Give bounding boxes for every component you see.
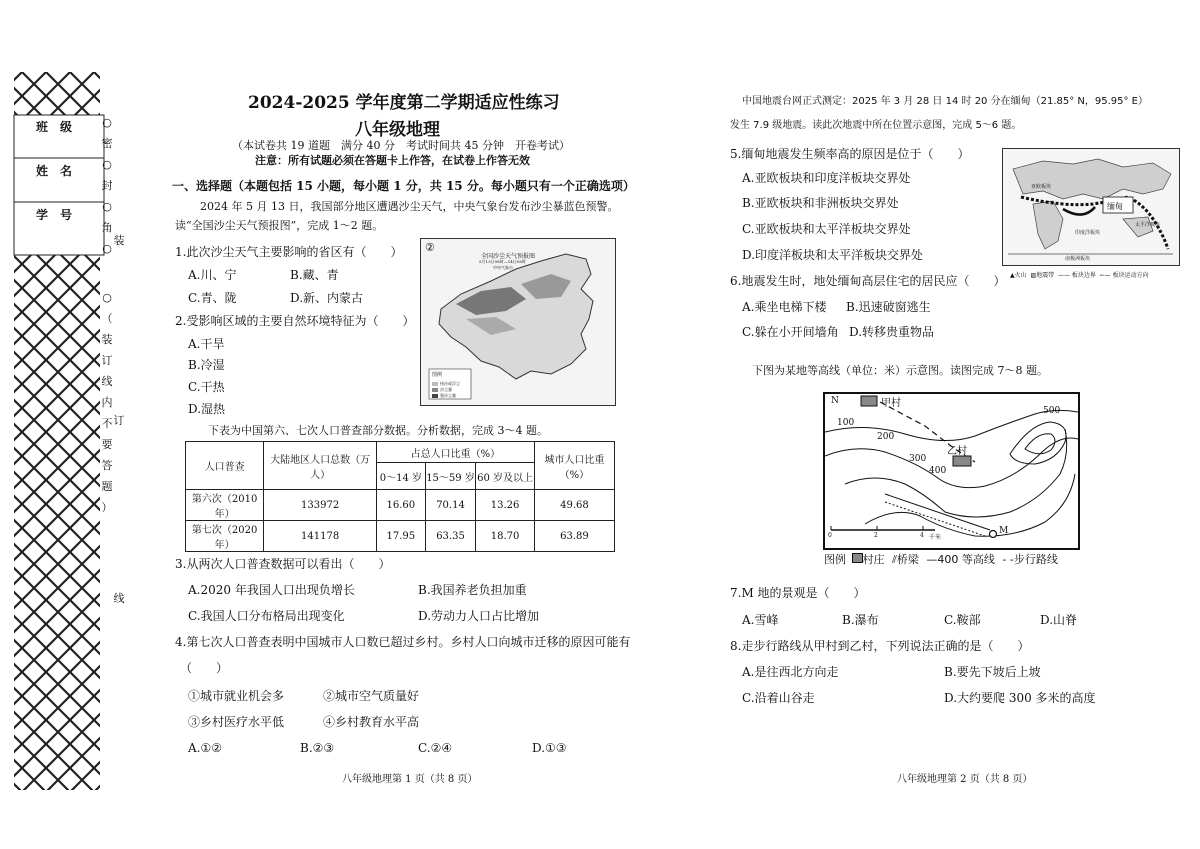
label-myanmar: 缅甸 [1107, 202, 1123, 211]
intro-quake: 中国地震台网正式测定：2025 年 3 月 28 日 14 时 20 分在缅甸（21.85° N，95.95° E） [742, 96, 1149, 107]
contour-label-100: 100 [837, 418, 855, 428]
cell: 49.68 [534, 490, 614, 521]
th-age-2: 60 岁及以上 [476, 463, 535, 490]
label-pacific: 太平洋板块 [1135, 222, 1161, 228]
world-plate-graphic [1003, 149, 1179, 265]
footer-page-2: 八年级地理第 2 页（共 8 页） [897, 774, 1033, 785]
cell: 133972 [264, 490, 377, 521]
q5-option-d[interactable]: D.印度洋板块和太平洋板块交界处 [742, 248, 924, 262]
intro-dust-2: 读“全国沙尘天气预报图”，完成 1～2 题。 [175, 219, 384, 232]
legend-quake-zone: ▨地震带 [1030, 272, 1055, 279]
th-share: 占总人口比重（%） [377, 442, 535, 463]
seal-char: 不 [101, 417, 113, 430]
q4-stem: 4.第七次人口普查表明中国城市人口数已超过乡村。乡村人口向城市迁移的原因可能有 [175, 635, 631, 649]
seal-char: 订 [101, 354, 113, 367]
cell: 63.89 [534, 521, 614, 552]
q4-item-4: ④乡村教育水平高 [323, 715, 420, 729]
contour-label-400: 400 [929, 466, 947, 476]
plate-map-legend [1010, 270, 1149, 279]
seal-char: 密 [101, 137, 113, 150]
th-census: 人口普查 [186, 442, 264, 490]
outer-char-xian: 线 [113, 592, 125, 605]
seal-char: 题 [101, 480, 113, 493]
scale-0: 0 [828, 532, 832, 539]
q1-stem: 1.此次沙尘天气主要影响的省区有（ ） [175, 245, 403, 259]
q1-option-a[interactable]: A.川、宁 [188, 268, 237, 282]
map-legend-title: 图例 [432, 372, 443, 378]
map-title: 全国沙尘天气预报图 [481, 253, 536, 260]
footer-page-1: 八年级地理第 1 页（共 8 页） [342, 774, 478, 785]
plate-boundary-map [1002, 148, 1180, 266]
th-total: 大陆地区人口总数（万人） [264, 442, 377, 490]
label-eurasian: 亚欧板块 [1031, 184, 1052, 190]
intro-census: 下表为中国第六、七次人口普查部分数据。分析数据，完成 3～4 题。 [208, 424, 548, 437]
th-age-1: 15～59 岁 [425, 463, 476, 490]
legend-motion: ←— 板块运动方向 [1099, 272, 1149, 279]
seal-char: 装 [101, 333, 113, 346]
map-legend-1: 扬沙或浮尘 [440, 381, 460, 386]
seal-char: ○ [102, 242, 112, 255]
q3-option-d[interactable]: D.劳动力人口占比增加 [418, 609, 540, 623]
outer-char-ding: 订 [113, 414, 125, 427]
q4-option-c[interactable]: C.②④ [418, 741, 453, 755]
seal-char: 答 [101, 459, 113, 472]
q4-item-2: ②城市空气质量好 [323, 689, 420, 703]
seal-char: ） [101, 501, 113, 514]
q2-option-c[interactable]: C.干热 [188, 380, 225, 394]
cell: 18.70 [476, 521, 535, 552]
q5-stem: 5.缅甸地震发生频率高的原因是位于（ ） [730, 147, 970, 161]
q2-option-a[interactable]: A.干旱 [188, 337, 225, 351]
seal-char: 要 [101, 438, 113, 451]
field-id-label: 学 号 [36, 208, 73, 222]
q8-option-c[interactable]: C.沿着山谷走 [742, 691, 815, 705]
legend-volcano: ▲火山 [1010, 272, 1027, 279]
intro-contour: 下图为某地等高线（单位：米）示意图。读图完成 7～8 题。 [752, 364, 1048, 377]
dust-forecast-map [420, 238, 616, 406]
q4-paren: （ ） [180, 661, 229, 675]
map-legend-2: 沙尘暴 [440, 387, 452, 392]
exam-title: 2024-2025 学年度第二学期适应性练习 [248, 93, 560, 113]
q6-option-c[interactable]: C.躲在小开间墙角 [742, 325, 839, 339]
table-row [186, 521, 615, 552]
cell: 16.60 [377, 490, 426, 521]
map-number: ② [425, 241, 435, 254]
notice: 注意：所有试题必须在答题卡上作答，在试卷上作答无效 [255, 154, 530, 167]
map-subtitle: 5月13日08时—14日08时 [479, 259, 526, 264]
section-heading: 一、选择题（本题包括 15 小题，每小题 1 分，共 15 分。每小题只有一个正确选项） [172, 179, 635, 193]
exam-info: （本试卷共 19 道题 满分 40 分 考试时间共 45 分钟 开卷考试） [232, 139, 570, 152]
q2-option-d[interactable]: D.湿热 [188, 402, 226, 416]
q4-option-d[interactable]: D.①③ [532, 741, 567, 755]
seal-char: ○ [102, 116, 112, 129]
label-indian: 印度洋板块 [1075, 230, 1101, 236]
q5-option-b[interactable]: B.亚欧板块和非洲板块交界处 [742, 196, 899, 210]
q6-option-a[interactable]: A.乘坐电梯下楼 [742, 300, 827, 314]
diamond-pattern [10, 72, 105, 792]
point-m: M [999, 526, 1009, 536]
subject-title: 八年级地理 [355, 120, 440, 140]
q7-option-a[interactable]: A.雪峰 [742, 613, 779, 627]
q4-option-a[interactable]: A.①② [188, 741, 222, 755]
q6-option-b[interactable]: B.迅速破窗逃生 [846, 300, 931, 314]
q4-item-1: ①城市就业机会多 [188, 689, 285, 703]
map-org: 中央气象台 [493, 265, 513, 270]
legend-village: 村庄 [862, 553, 885, 566]
seal-char: 封 [101, 179, 113, 192]
scale-unit: 千米 [929, 534, 942, 541]
seal-line [100, 112, 114, 518]
q8-option-d[interactable]: D.大约要爬 300 多米的高度 [944, 691, 1096, 705]
q3-option-c[interactable]: C.我国人口分布格局出现变化 [188, 609, 345, 623]
table-row [186, 490, 615, 521]
q1-option-c[interactable]: C.青、陇 [188, 291, 237, 305]
cell: 第六次（2010 年） [186, 490, 264, 521]
village-jia: 甲村 [881, 398, 901, 409]
q5-option-a[interactable]: A.亚欧板块和印度洋板块交界处 [742, 171, 911, 185]
th-age-0: 0～14 岁 [377, 463, 426, 490]
map-legend-3: 强沙尘暴 [440, 393, 456, 398]
seal-char: ○ [102, 158, 112, 171]
outer-char-zhuang: 装 [113, 234, 125, 247]
contour-label-500: 500 [1043, 406, 1061, 416]
seal-char: ○ [102, 200, 112, 213]
legend-boundary: —— 板块边界 [1057, 272, 1096, 279]
q1-option-b[interactable]: B.藏、青 [290, 268, 339, 282]
legend-title: 图例 [824, 553, 846, 566]
cell: 70.14 [425, 490, 476, 521]
cell: 13.26 [476, 490, 535, 521]
q6-option-d[interactable]: D.转移贵重物品 [849, 325, 935, 339]
seal-char: 内 [101, 396, 113, 409]
q3-stem: 3.从两次人口普查数据可以看出（ ） [175, 557, 391, 571]
legend-bridge: 桥梁 [896, 553, 919, 566]
q4-item-3: ③乡村医疗水平低 [188, 715, 285, 729]
q5-option-c[interactable]: C.亚欧板块和太平洋板块交界处 [742, 222, 911, 236]
q2-stem: 2.受影响区域的主要自然环境特征为（ ） [175, 314, 415, 328]
q3-option-b[interactable]: B.我国养老负担加重 [418, 583, 527, 597]
q7-stem: 7.M 地的景观是（ ） [730, 586, 866, 600]
cell: 141178 [264, 521, 377, 552]
intro-quake-2: 发生 7.9 级地震。读此次地震中所在位置示意图，完成 5～6 题。 [730, 120, 1022, 131]
cell: 第七次（2020 年） [186, 521, 264, 552]
contour-label-300: 300 [909, 454, 927, 464]
q8-stem: 8.走步行路线从甲村到乙村，下列说法正确的是（ ） [730, 639, 1030, 653]
field-name-label: 姓 名 [36, 164, 73, 178]
scale-2: 2 [874, 532, 878, 539]
legend-contour: 400 等高线 [937, 553, 995, 566]
legend-path: 步行路线 [1013, 553, 1058, 566]
q2-option-b[interactable]: B.冷湿 [188, 358, 225, 372]
seal-char: （ [101, 312, 113, 325]
village-yi: 乙村 [947, 446, 967, 457]
census-table [185, 441, 615, 552]
q8-option-b[interactable]: B.要先下坡后上坡 [944, 665, 1041, 679]
q7-option-c[interactable]: C.鞍部 [944, 613, 981, 627]
north-label: N [831, 396, 839, 406]
th-urban: 城市人口比重（%） [534, 442, 614, 490]
q3-option-a[interactable]: A.2020 年我国人口出现负增长 [188, 583, 355, 597]
cell: 17.95 [377, 521, 426, 552]
q4-option-b[interactable]: B.②③ [300, 741, 335, 755]
q6-stem: 6.地震发生时，地处缅甸高层住宅的居民应（ ） [730, 274, 1006, 288]
q7-option-b[interactable]: B.瀑布 [842, 613, 879, 627]
q1-option-d[interactable]: D.新、内蒙古 [290, 291, 364, 305]
field-class-label: 班 级 [36, 120, 73, 134]
intro-dust: 2024 年 5 月 13 日，我国部分地区遭遇沙尘天气，中央气象台发布沙尘暴蓝色预警。 [200, 200, 619, 213]
contour-map [823, 392, 1080, 550]
scale-4: 4 [920, 532, 924, 539]
contour-label-200: 200 [877, 432, 895, 442]
seal-char: 角 [101, 221, 113, 234]
q8-option-a[interactable]: A.是往西北方向走 [742, 665, 839, 679]
contour-legend: 图例 村庄 ⫽桥梁 —400 等高线 - -步行路线 [824, 553, 1058, 566]
cell: 63.35 [425, 521, 476, 552]
seal-char: 线 [101, 375, 113, 388]
q7-option-d[interactable]: D.山脊 [1040, 613, 1078, 627]
seal-char: ○ [102, 291, 112, 304]
label-antarctic: 南极洲板块 [1065, 256, 1091, 262]
contour-graphic [825, 394, 1078, 548]
